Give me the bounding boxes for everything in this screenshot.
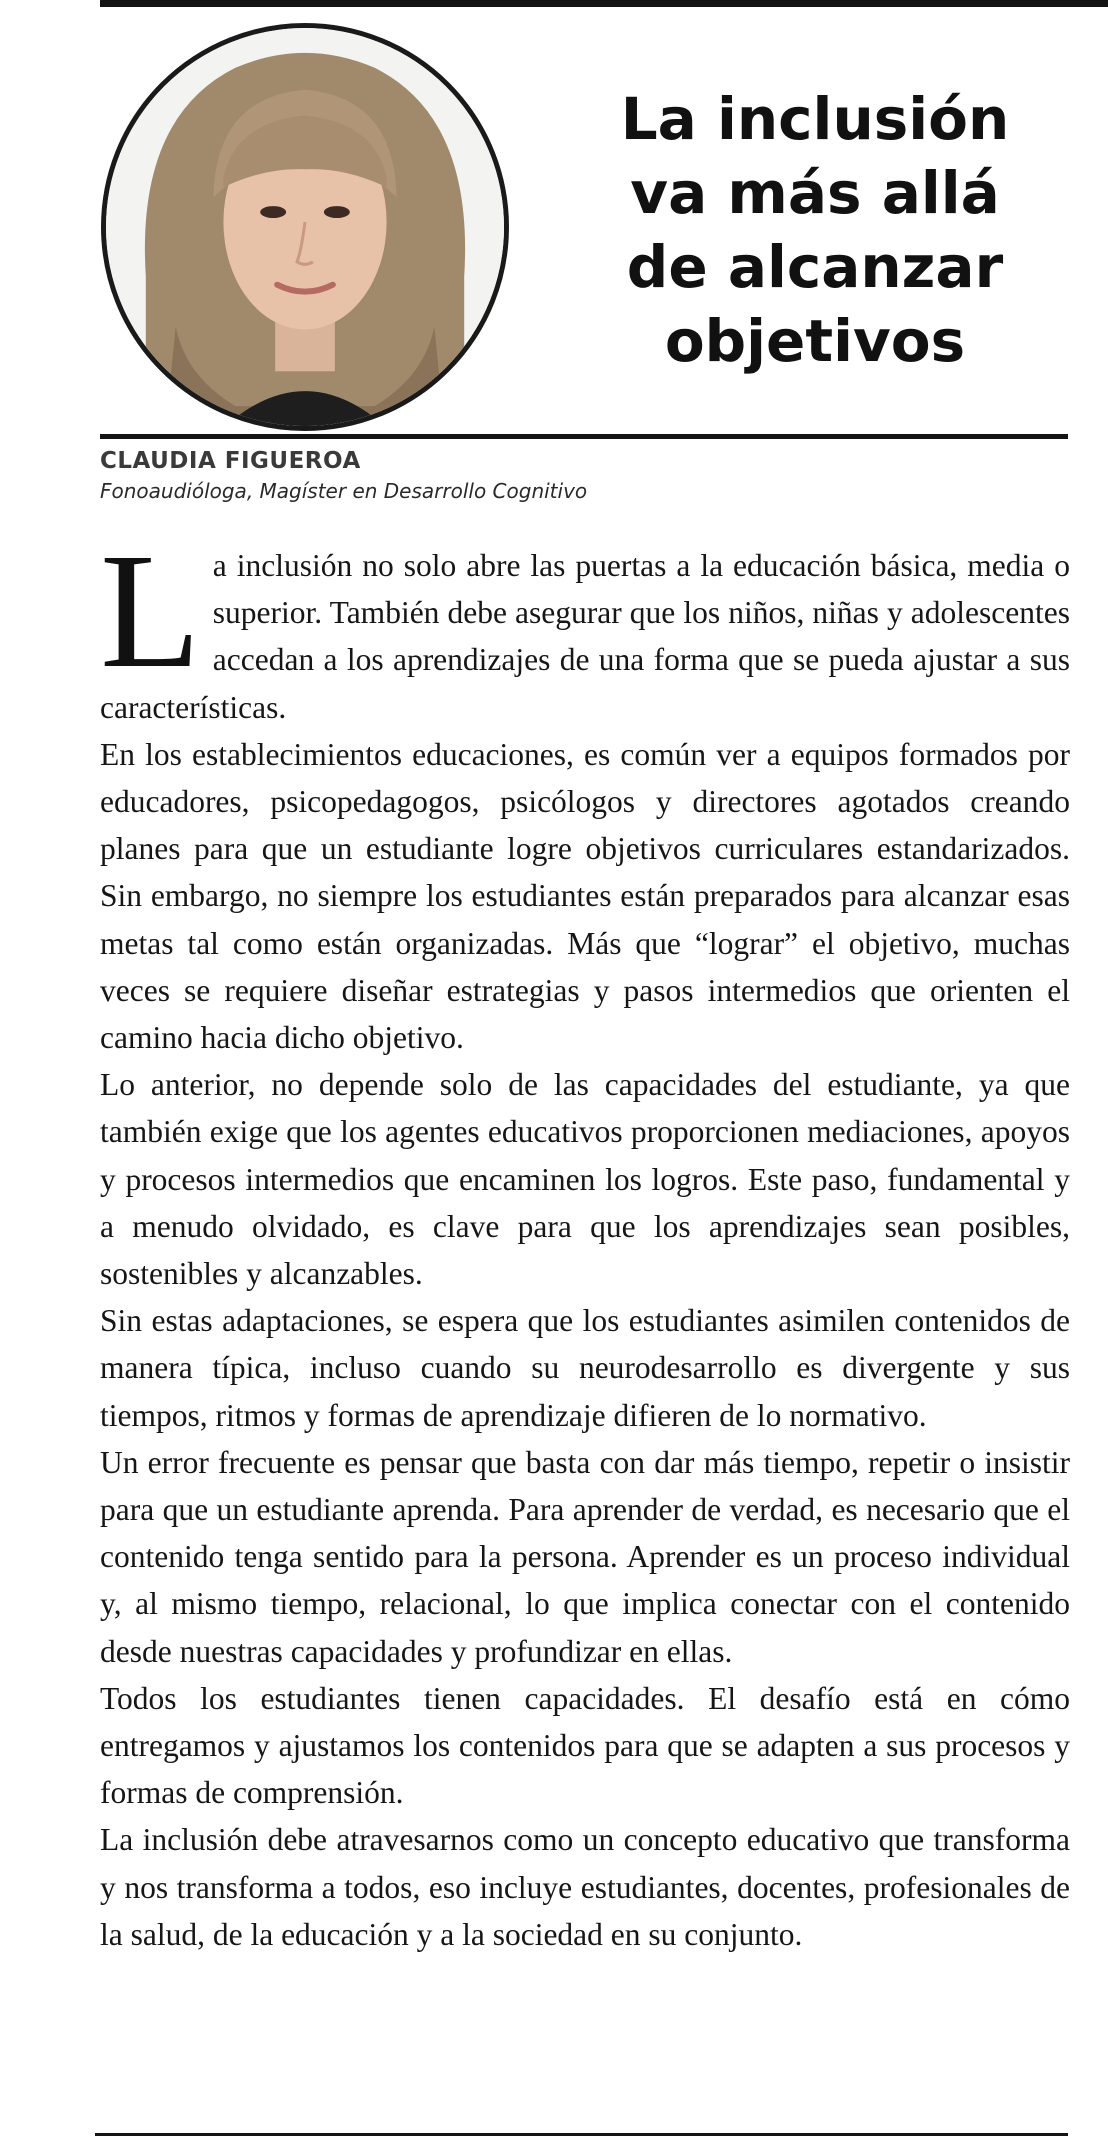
author-name: CLAUDIA FIGUEROA — [100, 448, 361, 474]
article-paragraph: Lo anterior, no depende solo de las capacidades del estudiante, ya que también exige que los agentes educativos proporcionen mediaciones, apoyos y procesos intermedios que encaminen los logros. Este paso, fundamental y a menudo olvidado, es clave para que los aprendizajes sean posibles, sostenibles y alcanzables. — [100, 1067, 1070, 1292]
article-paragraph: Todos los estudiantes tienen capacidades. El desafío está en cómo entregamos y ajustamos los contenidos para que se adapten a sus procesos y formas de comprensión. — [100, 1680, 1070, 1811]
top-rule — [100, 0, 1108, 7]
headline — [580, 82, 1050, 378]
article-paragraph: Un error frecuente es pensar que basta con dar más tiempo, repetir o insistir para que un estudiante aprenda. Para aprender de verdad, es necesario que el contenido tenga sentido para la persona. Aprender es un proceso individual y, al mismo tiempo, relacional, lo que implica conectar con el contenido desde nuestras capacidades y profundizar en ellas. — [100, 1444, 1070, 1669]
headline-line-1: La inclusión — [620, 85, 1010, 153]
article-paragraph: Sin estas adaptaciones, se espera que los estudiantes asimilen contenidos de manera típica, incluso cuando su neurodesarrollo es divergente y sus tiempos, ritmos y formas de aprendizaje difieren de lo normativo. — [100, 1303, 1070, 1433]
article-paragraph: La inclusión debe atravesarnos como un concepto educativo que transforma y nos transforma a todos, eso incluye estudiantes, docentes, profesionales de la salud, de la educación y a la sociedad en su conjunto. — [100, 1822, 1070, 1952]
header-divider — [100, 434, 1068, 439]
article-paragraph-text: a inclusión no solo abre las puertas a la educación básica, media o superior. También debe asegurar que los niños, niñas y adolescentes accedan a los aprendizajes de una forma que se pueda ajustar a sus características. — [100, 548, 1070, 725]
bottom-rule — [95, 2133, 1068, 2136]
author-portrait — [101, 23, 509, 431]
drop-cap: L — [100, 519, 201, 702]
headline-line-2: va más allá — [630, 159, 1000, 227]
headline-line-3: de alcanzar — [626, 233, 1004, 301]
article-body — [100, 519, 1070, 1958]
article-paragraph — [100, 519, 1070, 731]
headline-line-4: objetivos — [664, 307, 966, 375]
article-paragraph: En los establecimientos educaciones, es común ver a equipos formados por educadores, psicopedagogos, psicólogos y directores agotados creando planes para que un estudiante logre objetivos curriculares estandarizados. Sin embargo, no siempre los estudiantes están preparados para alcanzar esas metas tal como están organizadas. Más que “lograr” el objetivo, muchas veces se requiere diseñar estrategias y pasos intermedios que orienten el camino hacia dicho objetivo. — [100, 736, 1070, 1056]
author-role: Fonoaudióloga, Magíster en Desarrollo Cognitivo — [100, 479, 588, 503]
portrait-photo-icon — [106, 28, 504, 426]
